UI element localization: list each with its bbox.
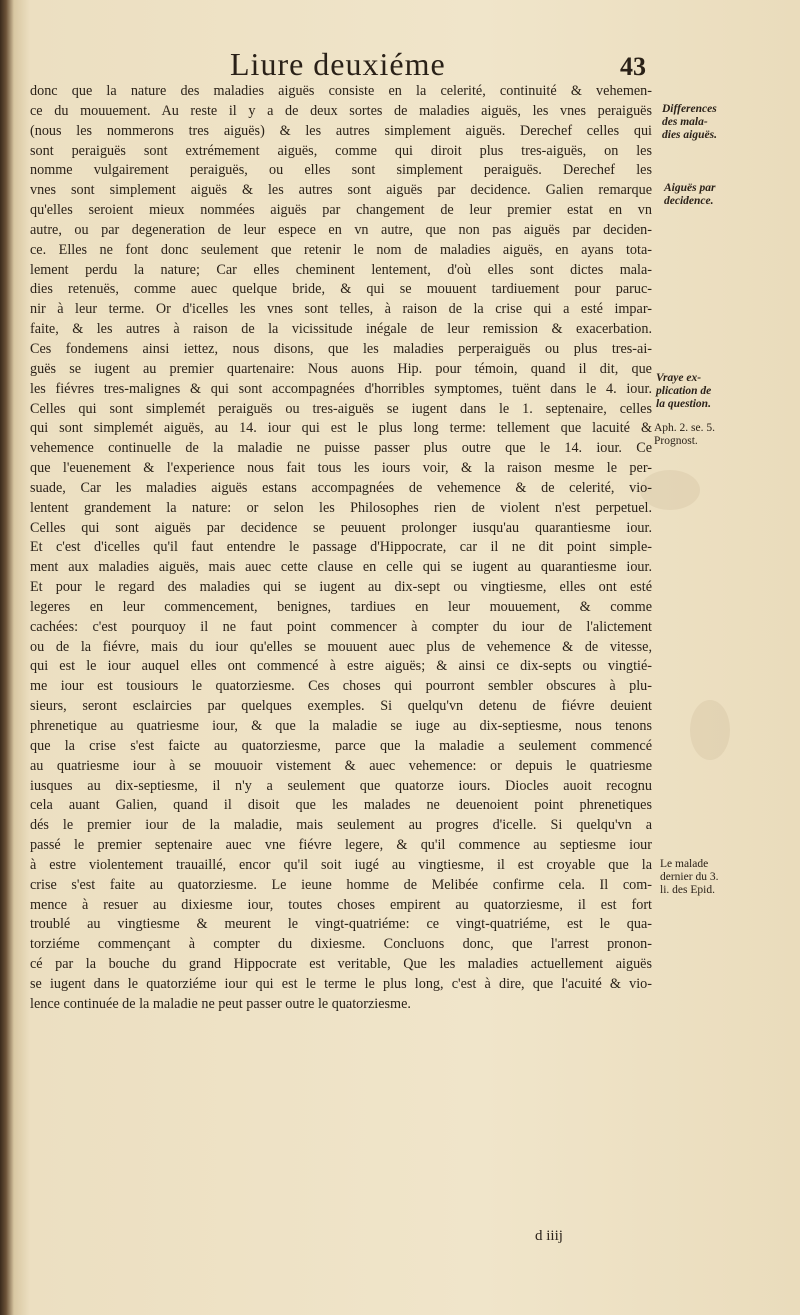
running-title: Liure deuxiéme	[230, 46, 446, 82]
text-line: au quatriesme iour à se mouuoir vistement & auec vehemence: or depuis le quatriesme	[30, 757, 652, 774]
text-line: mence à resuer au dixiesme iour, toutes choses empirent au quatorziesme, il est fort	[30, 896, 652, 913]
paper-stain	[690, 700, 730, 760]
marginal-note-epidemics: Le malade dernier du 3. li. des Epid.	[660, 858, 719, 896]
text-line: dies retenuës, comme auec quelque bride, & qui se mouuent tardiuement pour paruc-	[30, 281, 652, 298]
text-line: nir à leur terme. Or d'icelles les vnes sont telles, à raison de la crise qui a esté impar-	[30, 301, 652, 318]
text-line: iusques au dix-septiesme, il n'y a seulement que quatorze iours. Diocles auoit recognu	[30, 777, 652, 794]
text-line: Celles qui sont aiguës par decidence se peuuent prolonger iusqu'au quarantiesme iour.	[30, 519, 652, 536]
text-line: ce du mouuement. Au reste il y a de deux sortes de maladies aiguës, les vnes peraiguës	[30, 102, 652, 119]
text-line: se iugent dans le quatorziéme iour qui est le terme le plus long, c'est à dire, que l'acuité & vio-	[30, 975, 652, 992]
text-line: Et pour le regard des maladies qui se iugent au dix-sept ou vingtiesme, elles ont esté	[30, 579, 652, 596]
text-line: (nous les nommerons tres aiguës) & les autres simplement aiguës. Derechef celles qui	[30, 122, 652, 139]
text-line: que la crise s'est faicte au quatorziesme, parce que la maladie a seulement commencé	[30, 737, 652, 754]
text-line: vnes sont simplement aiguës & les autres sont aiguës par decidence. Galien remarque	[30, 182, 652, 199]
text-line: cachées: c'est pourquoy il ne faut point commencer à compter du iour de l'alictement	[30, 618, 652, 635]
text-line: Ces fondemens ainsi iettez, nous disons, que les maladies perperaiguës ou plus tres-ai-	[30, 340, 652, 357]
text-line: guës se iugent au premier quartenaire: Nous auons Hip. pour témoin, quand il dit, que	[30, 360, 652, 377]
page-number: 43	[620, 52, 646, 81]
text-line: me iour est tousiours le quatorziesme. Ces choses qui pourront sembler obscures à plu-	[30, 678, 652, 695]
text-line: nomme vulgairement peraiguës, ou elles sont simplement peraiguës. Derechef les	[30, 162, 652, 179]
text-line: torziéme commençant à compter du dixiesme. Concluons donc, que l'arrest pronon-	[30, 936, 652, 953]
signature-mark: d iiij	[535, 1228, 563, 1244]
text-line: faite, & les autres à raison de la vicissitude inégale de leur remission & exacerbation.	[30, 321, 652, 338]
text-line: qui est le iour auquel elles ont commencé à estre aiguës; & ainsi ce dix-septs ou vingtié-	[30, 658, 652, 675]
text-line: qui sont simplemét aiguës, au 14. iour qui est le plus long terme: tellement que lacuité &	[30, 420, 652, 437]
text-line: ment aux maladies aiguës, mais auec cette clause en celle qui se iugent au quarantiesme iour.	[30, 559, 652, 576]
text-line: phrenetique au quatriesme iour, & que la maladie se iuge au dix-septiesme, nous tenons	[30, 718, 652, 734]
text-line: sieurs, seront esclaircies par quelques exemples. Si quelqu'vn detenu de fiévre deuient	[30, 698, 652, 715]
text-line: Celles qui sont simplemét peraiguës ou tres-aiguës se iugent dans le 1. septenaire, celles	[30, 400, 652, 417]
text-line: lement perdu la nature; Car elles cheminent lentement, d'où elles sont dictes mala-	[30, 261, 652, 278]
text-line: crise s'est faite au quatorziesme. Le ieune homme de Melibée confirme cela. Il com-	[30, 876, 652, 893]
text-line: à estre violentement trauaillé, encor qu'il soit iugé au vingtiesme, il est croyable que la	[30, 856, 652, 873]
text-line: que l'euenement & l'experience nous fait tous les iours voir, & la raison mesme le per-	[30, 460, 652, 477]
marginal-note-vraye-explication: Vraye ex- plication de la question.	[656, 372, 712, 410]
text-line: dés le premier iour de la maladie, mais seulement au progres d'icelle. Si quelqu'vn a	[30, 817, 652, 834]
text-line: vehemence continuelle de la maladie ne puisse passer plus outre que le 14. iour. Ce	[30, 440, 652, 457]
text-line: troublé au vingtiesme & meurent le vingt-quatriéme: ce vingt-quatriéme, est le qua-	[30, 916, 652, 933]
main-text-block	[30, 82, 652, 1015]
text-line: legeres en leur commencement, benignes, tardiues en leur mouuement, & comme	[30, 598, 652, 615]
text-line: lence continuée de la maladie ne peut passer outre le quatorziesme.	[30, 995, 411, 1012]
text-line: autre, ou par degeneration de leur espece en vn autre, que non pas aiguës par deciden-	[30, 221, 652, 238]
text-line: donc que la nature des maladies aiguës consiste en la celerité, continuité & vehemen-	[30, 83, 652, 99]
marginal-note-decidence: Aiguës par decidence.	[664, 182, 716, 207]
text-line: cé par la bouche du grand Hippocrate est veritable, Que les maladies actuellement aiguës	[30, 956, 652, 973]
text-line: sont peraiguës sont extrémement aiguës, comme qui diroit plus tres-aiguës, on les	[30, 142, 652, 159]
marginal-note-differences: Differences des mala- dies aiguës.	[662, 103, 717, 141]
text-line: qu'elles seroient mieux nommées aiguës par changement de leur premier estat en vn	[30, 202, 652, 219]
marginal-note-aphorism: Aph. 2. se. 5. Prognost.	[654, 422, 716, 447]
text-line: ce. Elles ne font donc seulement que retenir le nom de maladies aiguës, en ayans tota-	[30, 241, 652, 258]
text-line: Et c'est d'icelles qu'il faut entendre le passage d'Hippocrate, car il ne dit point simple-	[30, 539, 652, 556]
text-line: cela auant Galien, quand il disoit que les malades ne deuenoient point phrenetiques	[30, 797, 652, 814]
text-line: lentent grandement la nature: or selon les Philosophes rien de violent n'est perpetuel.	[30, 499, 652, 516]
text-line: ou de la fiévre, mais du iour qu'elles se mouuent auec plus de vehemence & de vitesse,	[30, 638, 652, 655]
text-line: suade, Car les maladies aiguës estans accompagnées de vehemence & de celerité, vio-	[30, 479, 652, 496]
text-line: passé le premier septenaire auec vne fiévre legere, & qu'il commence au septiesme iour	[30, 837, 652, 854]
text-line: les fiévres tres-malignes & qui sont accompagnées d'horribles symptomes, tuënt dans le 4. iour.	[30, 380, 652, 397]
